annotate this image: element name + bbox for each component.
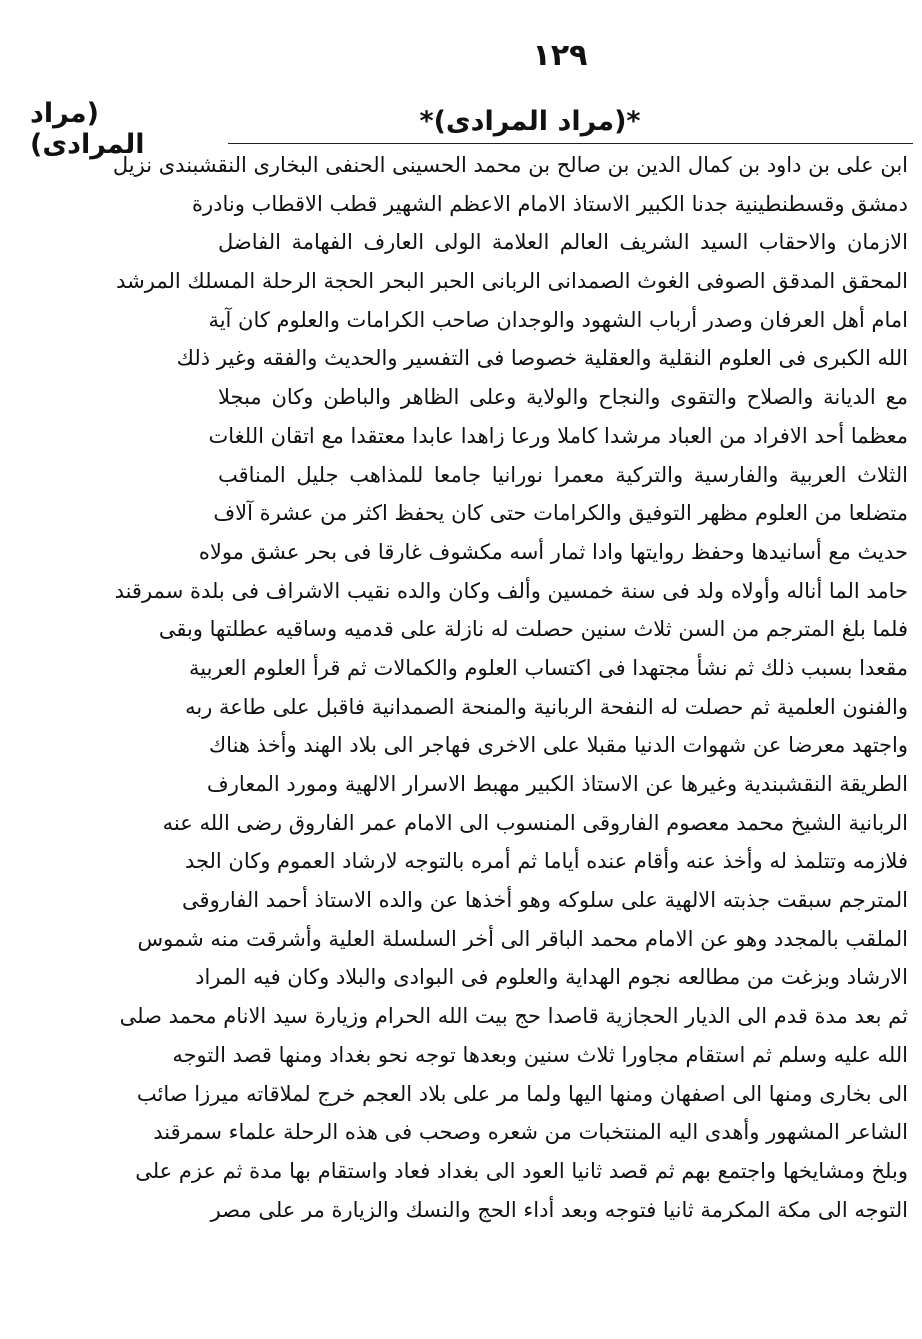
text-line: الى بخارى ومنها الى اصفهان ومنها اليها ولما مر على بلاد العجم خرج لملاقاته ميرزا صائب — [136, 1081, 908, 1106]
text-line: فلما بلغ المترجم من السن ثلاث سنين حصلت له نازلة على قدميه وساقيه عطلتها وبقى — [158, 617, 908, 642]
text-line: والفنون العلمية ثم حصلت له النفحة الربانية والمنحة الصمدانية فاقبل على طاعة ربه — [185, 694, 908, 719]
text-line: فلازمه وتتلمذ له وأخذ عنه وأقام عنده أياما ثم أمره بالتوجه لارشاد العموم وكان الجد — [184, 849, 908, 874]
text-line: مقعدا بسبب ذلك ثم نشأ مجتهدا فى اكتساب العلوم والكمالات ثم قرأ العلوم العربية — [189, 655, 908, 680]
text-line: الشاعر المشهور وأهدى اليه المنتخبات من شعره وصحب فى هذه الرحلة علماء سمرقند — [153, 1120, 908, 1145]
text-line: الازمان والاحقاب السيد الشريف العالم العلامة الولى العارف الفهامة الفاضل — [218, 230, 908, 255]
text-line: المحقق المدقق الصوفى الغوث الصمدانى الربانى الحبر البحر الحجة الرحلة المسلك المرشد — [116, 269, 908, 294]
title-rule — [228, 143, 913, 144]
text-line: وبلخ ومشايخها واجتمع بهم ثم قصد ثانيا العود الى بغداد فعاد واستقام بها مدة ثم عزم على — [135, 1158, 908, 1183]
text-line: الطريقة النقشبندية وغيرها عن الاستاذ الكبير مهبط الاسرار الالهية ومورد المعارف — [206, 772, 908, 796]
text-line: الله الكبرى فى العلوم النقلية والعقلية خصوصا فى التفسير والحديث والفقه وغير ذلك — [176, 346, 908, 371]
text-line: الثلاث العربية والفارسية والتركية معمرا نورانيا جامعا للمذاهب جليل المناقب — [218, 462, 908, 487]
text-line: مع الديانة والصلاح والتقوى والنجاح والولاية وعلى الظاهر والباطن وكان مبجلا — [218, 385, 908, 410]
text-line: حديث مع أسانيدها وحفظ روايتها وادا ثمار أسه مكشوف غارقا فى بحر عشق مولاه — [198, 539, 908, 564]
text-line: الله عليه وسلم ثم استقام مجاورا ثلاث سنين وبعدها توجه نحو بغداد ومنها قصد التوجه — [172, 1042, 908, 1067]
text-line: ثم بعد مدة قدم الى الديار الحجازية قاصدا حج بيت الله الحرام وزيارة سيد الانام محمد صلى — [119, 1004, 908, 1029]
section-title: *(مراد المرادى)* — [419, 106, 641, 137]
text-line: الربانية الشيخ محمد معصوم الفاروقى المنسوب الى الامام عمر الفاروق رضى الله عنه — [162, 810, 908, 835]
body-text — [112, 146, 908, 1229]
text-line: واجتهد معرضا عن شهوات الدنيا مقبلا على الاخرى فهاجر الى بلاد الهند وأخذ هناك — [208, 733, 908, 758]
text-line: معظما أحد الافراد من العباد مرشدا كاملا ورعا زاهدا عابدا معتقدا مع اتقان اللغات — [208, 423, 908, 448]
text-line: الملقب بالمجدد وهو عن الامام محمد الباقر الى أخر السلسلة العلية وأشرقت منه شموس — [137, 926, 908, 951]
text-line: امام أهل العرفان وصدر أرباب الشهود والوجدان صاحب الكرامات والعلوم كان آية — [208, 307, 908, 332]
text-line: ابن على بن داود بن كمال الدين بن صالح بن محمد الحسينى الحنفى البخارى النقشبندى نزيل — [112, 153, 908, 177]
margin-title: (مراد المرادى) — [30, 98, 145, 160]
page-number: ١٢٩ — [532, 38, 588, 73]
text-line: التوجه الى مكة المكرمة ثانيا فتوجه وبعد أداء الحج والنسك والزيارة مر على مصر — [210, 1197, 908, 1222]
text-line: المترجم سبقت جذبته الالهية على سلوكه وهو أخذها عن والده الاستاذ أحمد الفاروقى — [182, 888, 908, 913]
text-line: متضلعا من العلوم مظهر التوفيق والكرامات حتى كان يحفظ اكثر من عشرة آلاف — [213, 501, 908, 526]
text-line: الارشاد وبزغت من مطالعه نجوم الهداية والعلوم فى البوادى والبلاد وكان فيه المراد — [195, 965, 908, 990]
text-line: دمشق وقسطنطينية جدنا الكبير الاستاذ الامام الاعظم الشهير قطب الاقطاب ونادرة — [192, 191, 908, 216]
text-line: حامد الما أناله وأولاه ولد فى سنة خمسين وألف وكان والده نقيب الاشراف فى بلدة سمرقند — [114, 578, 908, 603]
